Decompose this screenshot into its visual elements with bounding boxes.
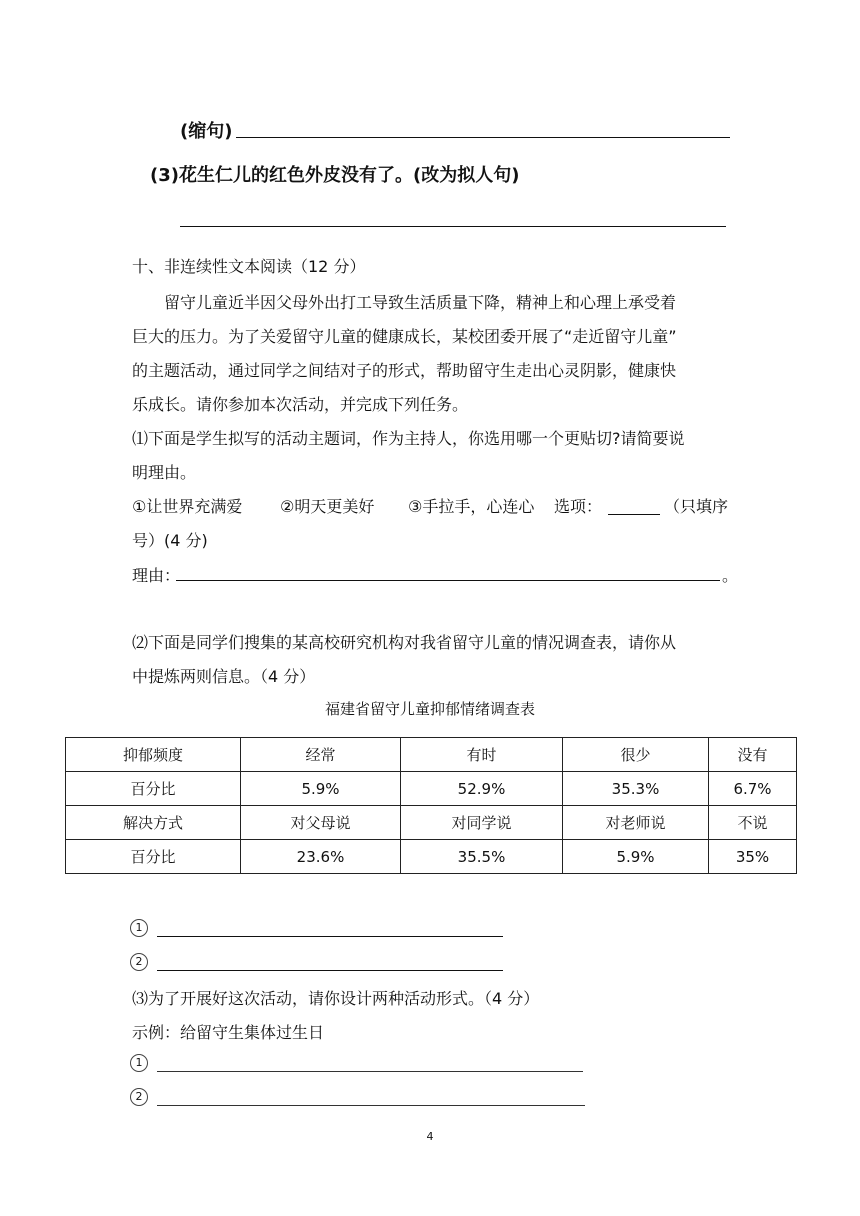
task3-example: 示例：给留守生集体过生日 — [132, 1023, 325, 1042]
task1-score: 号）(4 分) — [132, 531, 208, 550]
answer-marker-2: 2 — [130, 953, 148, 971]
table-cell: 不说 — [709, 806, 797, 840]
task1-prompt-line-2: 明理由。 — [132, 463, 197, 482]
intro-line-4: 乐成长。请你参加本次活动，并完成下列任务。 — [132, 395, 469, 414]
task3-answer-line-1[interactable] — [157, 1053, 583, 1072]
table-row — [66, 806, 797, 840]
table-row — [66, 738, 797, 772]
table-cell: 百分比 — [66, 772, 241, 806]
table-row — [66, 840, 797, 874]
condense-answer-line[interactable] — [236, 117, 730, 138]
table-cell: 没有 — [709, 738, 797, 772]
table-cell: 抑郁频度 — [66, 738, 241, 772]
reason-answer-line[interactable] — [176, 562, 720, 581]
intro-line-1: 留守儿童近半因父母外出打工导致生活质量下降，精神上和心理上承受着 — [164, 293, 677, 312]
table-row — [66, 772, 797, 806]
table-cell: 23.6% — [241, 840, 401, 874]
select-label: 选项： — [554, 497, 603, 516]
reason-end: 。 — [722, 566, 739, 585]
answer-marker-1: 1 — [130, 919, 148, 937]
table-cell: 很少 — [563, 738, 709, 772]
table-cell: 对老师说 — [563, 806, 709, 840]
task2-prompt-line-2: 中提炼两则信息。（4 分） — [132, 667, 316, 686]
table-cell: 35.3% — [563, 772, 709, 806]
table-cell: 5.9% — [241, 772, 401, 806]
table-cell: 有时 — [401, 738, 563, 772]
table-cell: 对同学说 — [401, 806, 563, 840]
task3-prompt: ⑶为了开展好这次活动，请你设计两种活动形式。（4 分） — [132, 989, 540, 1008]
answer-marker-2: 2 — [130, 1088, 148, 1106]
table-cell: 百分比 — [66, 840, 241, 874]
section-title: 十、非连续性文本阅读（12 分） — [132, 257, 366, 276]
condense-label: (缩句) — [180, 121, 233, 142]
table-cell: 52.9% — [401, 772, 563, 806]
option-3: ③手拉手，心连心 — [408, 497, 535, 516]
option-2: ②明天更美好 — [280, 497, 375, 516]
survey-table — [65, 737, 797, 874]
q3-answer-line[interactable] — [180, 206, 726, 227]
table-cell: 6.7% — [709, 772, 797, 806]
table-title: 福建省留守儿童抑郁情绪调查表 — [324, 700, 535, 718]
intro-line-2: 巨大的压力。为了关爱留守儿童的健康成长，某校团委开展了“走近留守儿童” — [132, 327, 677, 346]
fill-note: （只填序 — [664, 497, 729, 516]
table-cell: 5.9% — [563, 840, 709, 874]
table-cell: 35% — [709, 840, 797, 874]
table-cell: 解决方式 — [66, 806, 241, 840]
table-cell: 经常 — [241, 738, 401, 772]
table-cell: 35.5% — [401, 840, 563, 874]
page-number: 4 — [426, 1130, 434, 1143]
option-1: ①让世界充满爱 — [132, 497, 243, 516]
answer-marker-1: 1 — [130, 1054, 148, 1072]
task2-answer-line-1[interactable] — [157, 918, 503, 937]
task3-answer-line-2[interactable] — [157, 1087, 585, 1106]
task1-prompt-line-1: ⑴下面是学生拟写的活动主题词，作为主持人，你选用哪一个更贴切?请简要说 — [132, 429, 685, 448]
task2-answer-line-2[interactable] — [157, 952, 503, 971]
option-answer-blank[interactable] — [608, 494, 660, 515]
reason-label: 理由： — [132, 566, 181, 585]
intro-line-3: 的主题活动，通过同学之间结对子的形式，帮助留守生走出心灵阴影，健康快 — [132, 361, 677, 380]
task2-prompt-line-1: ⑵下面是同学们搜集的某高校研究机构对我省留守儿童的情况调查表，请你从 — [132, 633, 677, 652]
question-3: (3)花生仁儿的红色外皮没有了。(改为拟人句) — [150, 165, 520, 186]
table-cell: 对父母说 — [241, 806, 401, 840]
